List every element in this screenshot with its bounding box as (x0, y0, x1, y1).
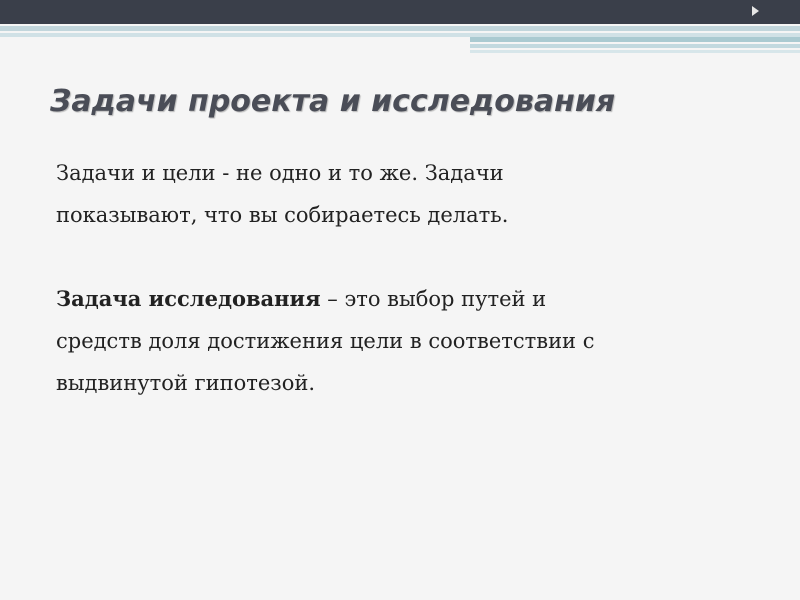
paragraph-line: выдвинутой гипотезой. (56, 371, 316, 395)
paragraph-line (56, 278, 776, 320)
header-accent-stripe (470, 44, 800, 48)
paragraph-spacer (56, 236, 776, 278)
term-definition: – это выбор путей и (320, 287, 547, 311)
paragraph-line: показывают, что вы собираетесь делать. (56, 203, 509, 227)
slide-title: Задачи проекта и исследования (50, 84, 616, 119)
triangle-arrow-icon (752, 6, 759, 16)
paragraph-line: Задачи и цели - не одно и то же. Задачи (56, 161, 504, 185)
slide-body (56, 152, 776, 404)
term-bold: Задача исследования (56, 286, 321, 311)
header-accent-stripe (470, 50, 800, 53)
header-stripe (0, 26, 800, 31)
header-bar (0, 0, 800, 24)
paragraph-line: средств доля достижения цели в соответствии с (56, 329, 595, 353)
header-accent-stripe (470, 37, 800, 42)
